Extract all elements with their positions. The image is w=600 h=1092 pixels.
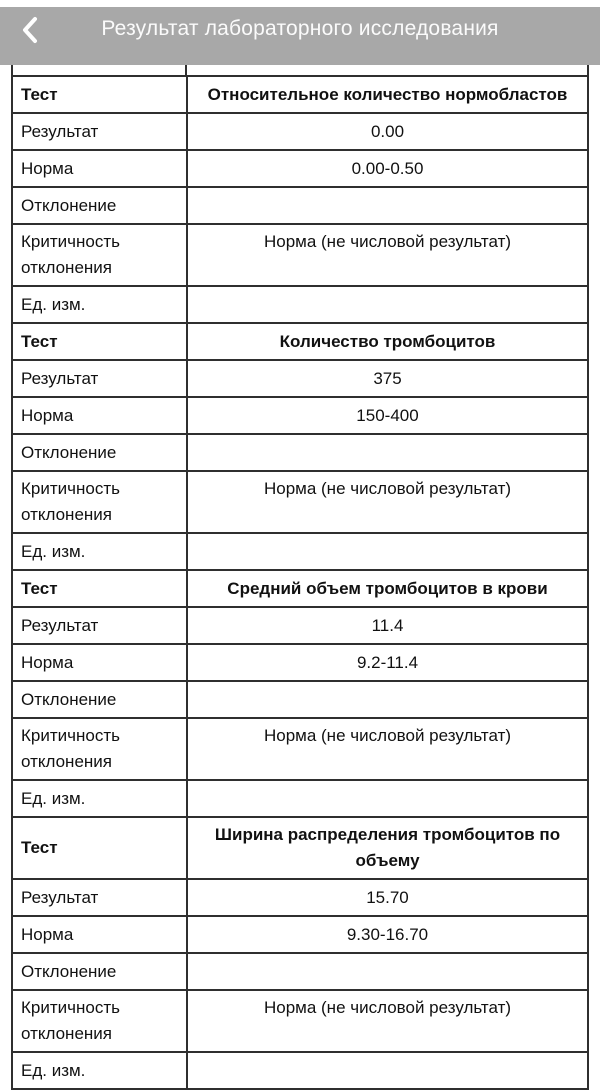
deviation-value: [187, 953, 588, 990]
results-scroll-area[interactable]: [0, 65, 600, 1090]
table-row-result: [12, 360, 588, 397]
table-row-unit: [12, 286, 588, 323]
row-label-criticality: Критичность отклонения: [12, 990, 187, 1052]
row-label-deviation: Отклонение: [12, 187, 187, 224]
unit-value: [187, 780, 588, 817]
table-row-norm: [12, 916, 588, 953]
result-value: 375: [187, 360, 588, 397]
table-row-deviation: [12, 187, 588, 224]
table-row-deviation: [12, 681, 588, 718]
row-label-norm: Норма: [12, 916, 187, 953]
table-row-unit: [12, 533, 588, 570]
table-row-norm: [12, 397, 588, 434]
table-row-norm: [12, 644, 588, 681]
row-label-norm: Норма: [12, 150, 187, 187]
table-row-unit: [12, 1052, 588, 1089]
criticality-value: Норма (не числовой результат): [187, 471, 588, 533]
table-row-result: [12, 879, 588, 916]
criticality-value: Норма (не числовой результат): [187, 224, 588, 286]
app-header: [0, 7, 600, 65]
row-label-deviation: Отклонение: [12, 681, 187, 718]
row-label-unit: Ед. изм.: [12, 533, 187, 570]
row-label-unit: Ед. изм.: [12, 286, 187, 323]
back-button[interactable]: [14, 15, 46, 47]
table-row-result: [12, 607, 588, 644]
clipped-row-sliver: [11, 65, 589, 75]
row-label-result: Результат: [12, 360, 187, 397]
row-label-test: Тест: [12, 76, 187, 113]
table-row-criticality: [12, 471, 588, 533]
table-row-deviation: [12, 434, 588, 471]
row-label-criticality: Критичность отклонения: [12, 471, 187, 533]
test-name-cell: Средний объем тромбоцитов в крови: [187, 570, 588, 607]
row-label-norm: Норма: [12, 644, 187, 681]
table-row-criticality: [12, 718, 588, 780]
criticality-value: Норма (не числовой результат): [187, 990, 588, 1052]
test-name-cell: Ширина распределения тромбоцитов по объему: [187, 817, 588, 879]
row-label-result: Результат: [12, 879, 187, 916]
row-label-result: Результат: [12, 607, 187, 644]
deviation-value: [187, 187, 588, 224]
status-bar-strip: [0, 0, 600, 7]
row-label-unit: Ед. изм.: [12, 780, 187, 817]
row-label-test: Тест: [12, 323, 187, 360]
norm-value: 150-400: [187, 397, 588, 434]
table-row-criticality: [12, 990, 588, 1052]
row-label-deviation: Отклонение: [12, 434, 187, 471]
unit-value: [187, 1052, 588, 1089]
deviation-value: [187, 434, 588, 471]
table-row-result: [12, 113, 588, 150]
norm-value: 0.00-0.50: [187, 150, 588, 187]
row-label-deviation: Отклонение: [12, 953, 187, 990]
deviation-value: [187, 681, 588, 718]
result-value: 15.70: [187, 879, 588, 916]
row-label-unit: Ед. изм.: [12, 1052, 187, 1089]
table-row-test: [12, 570, 588, 607]
row-label-test: Тест: [12, 570, 187, 607]
table-row-deviation: [12, 953, 588, 990]
row-label-norm: Норма: [12, 397, 187, 434]
unit-value: [187, 533, 588, 570]
result-value: 11.4: [187, 607, 588, 644]
norm-value: 9.2-11.4: [187, 644, 588, 681]
row-label-result: Результат: [12, 113, 187, 150]
chevron-left-icon: [19, 15, 41, 48]
test-name-cell: Количество тромбоцитов: [187, 323, 588, 360]
row-label-criticality: Критичность отклонения: [12, 224, 187, 286]
table-row-unit: [12, 780, 588, 817]
test-name-cell: Относительное количество нормобластов: [187, 76, 588, 113]
row-label-criticality: Критичность отклонения: [12, 718, 187, 780]
table-row-test: [12, 817, 588, 879]
unit-value: [187, 286, 588, 323]
lab-results-table: [11, 75, 589, 1090]
result-value: 0.00: [187, 113, 588, 150]
table-row-norm: [12, 150, 588, 187]
table-row-criticality: [12, 224, 588, 286]
table-row-test: [12, 76, 588, 113]
page-title: Результат лабораторного исследования: [101, 17, 499, 40]
criticality-value: Норма (не числовой результат): [187, 718, 588, 780]
row-label-test: Тест: [12, 817, 187, 879]
norm-value: 9.30-16.70: [187, 916, 588, 953]
table-row-test: [12, 323, 588, 360]
